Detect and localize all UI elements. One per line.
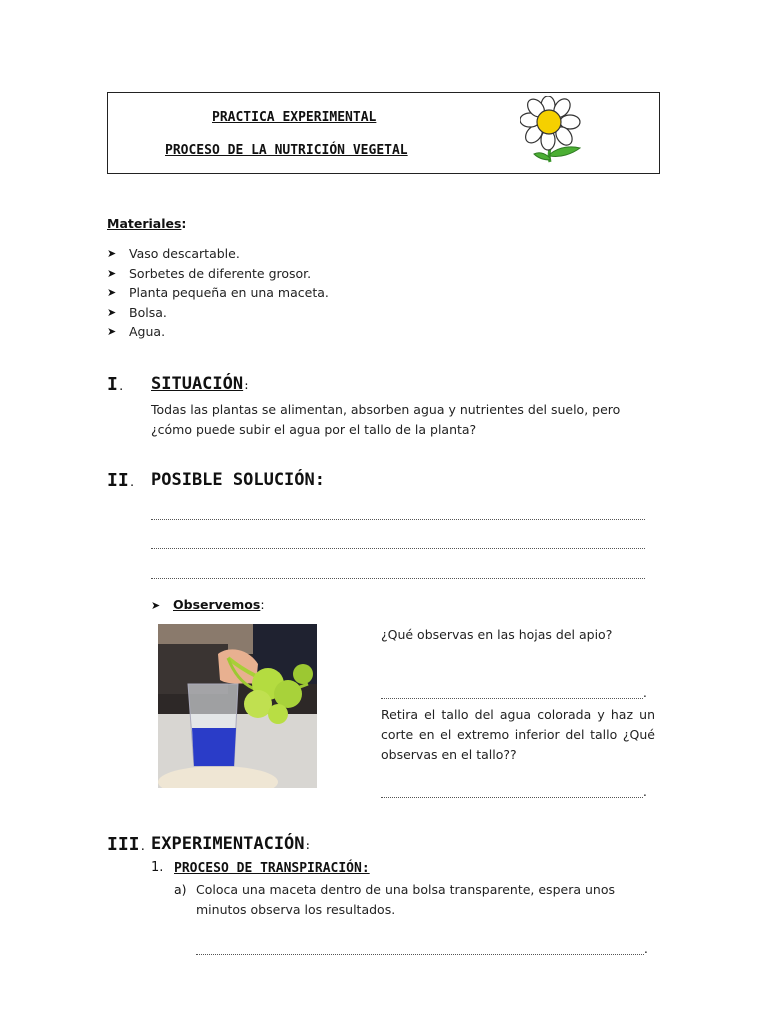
section1-text: Todas las plantas se alimentan, absorben agua y nutrientes del suelo, pero ¿cómo puede subir el agua por el tallo de la planta? [151, 402, 621, 437]
section1-title: SITUACIÓN: [151, 374, 250, 394]
answer-line [151, 578, 645, 579]
line-end-dot: . [643, 785, 647, 799]
line-end-dot: . [643, 686, 647, 700]
line-end-dot: . [644, 942, 648, 956]
section2-title: POSIBLE SOLUCIÓN: [151, 470, 325, 490]
materials-heading: Materiales: [107, 216, 187, 231]
arrow-bullet-icon: ➤ [151, 599, 161, 612]
list-item: ➤ Vaso descartable. [107, 246, 240, 262]
arrow-bullet-icon: ➤ [107, 305, 117, 319]
practice-subtitle: PROCESO DE LA NUTRICIÓN VEGETAL [165, 143, 408, 158]
question-leaves: ¿Qué observas en las hojas del apio? [381, 627, 613, 642]
practice-title: PRACTICA EXPERIMENTAL [212, 110, 377, 125]
question-stem: Retira el tallo del agua colorada y haz un corte en el extremo inferior del tallo ¿Qué observas en el tallo?? [381, 707, 655, 762]
item1-number: 1. [151, 860, 164, 875]
materials-list [107, 244, 329, 342]
arrow-bullet-icon: ➤ [107, 325, 117, 339]
sub-a-label: a) [174, 882, 187, 897]
answer-line [151, 519, 645, 520]
answer-line [381, 698, 643, 699]
section1-numeral: I. [107, 374, 125, 395]
celery-experiment-photo [158, 624, 317, 788]
answer-line [381, 797, 643, 798]
list-item: ➤ Sorbetes de diferente grosor. [107, 265, 312, 281]
arrow-bullet-icon: ➤ [107, 266, 117, 280]
list-item: ➤ Planta pequeña en una maceta. [107, 285, 329, 301]
section3-title: EXPERIMENTACIÓN: [151, 834, 312, 854]
answer-line [151, 548, 645, 549]
list-item: ➤ Agua. [107, 324, 166, 340]
arrow-bullet-icon: ➤ [107, 286, 117, 300]
sub-a-text: Coloca una maceta dentro de una bolsa transparente, espera unos minutos observa los resultados. [196, 882, 615, 917]
observe-heading: ➤ Observemos: [151, 597, 265, 612]
item1-title: PROCESO DE TRANSPIRACIÓN: [174, 861, 370, 876]
list-item: ➤ Bolsa. [107, 304, 167, 320]
answer-line [196, 954, 644, 955]
flower-icon [520, 96, 586, 166]
section3-numeral: III. [107, 834, 147, 855]
arrow-bullet-icon: ➤ [107, 247, 117, 261]
section2-numeral: II. [107, 470, 136, 491]
